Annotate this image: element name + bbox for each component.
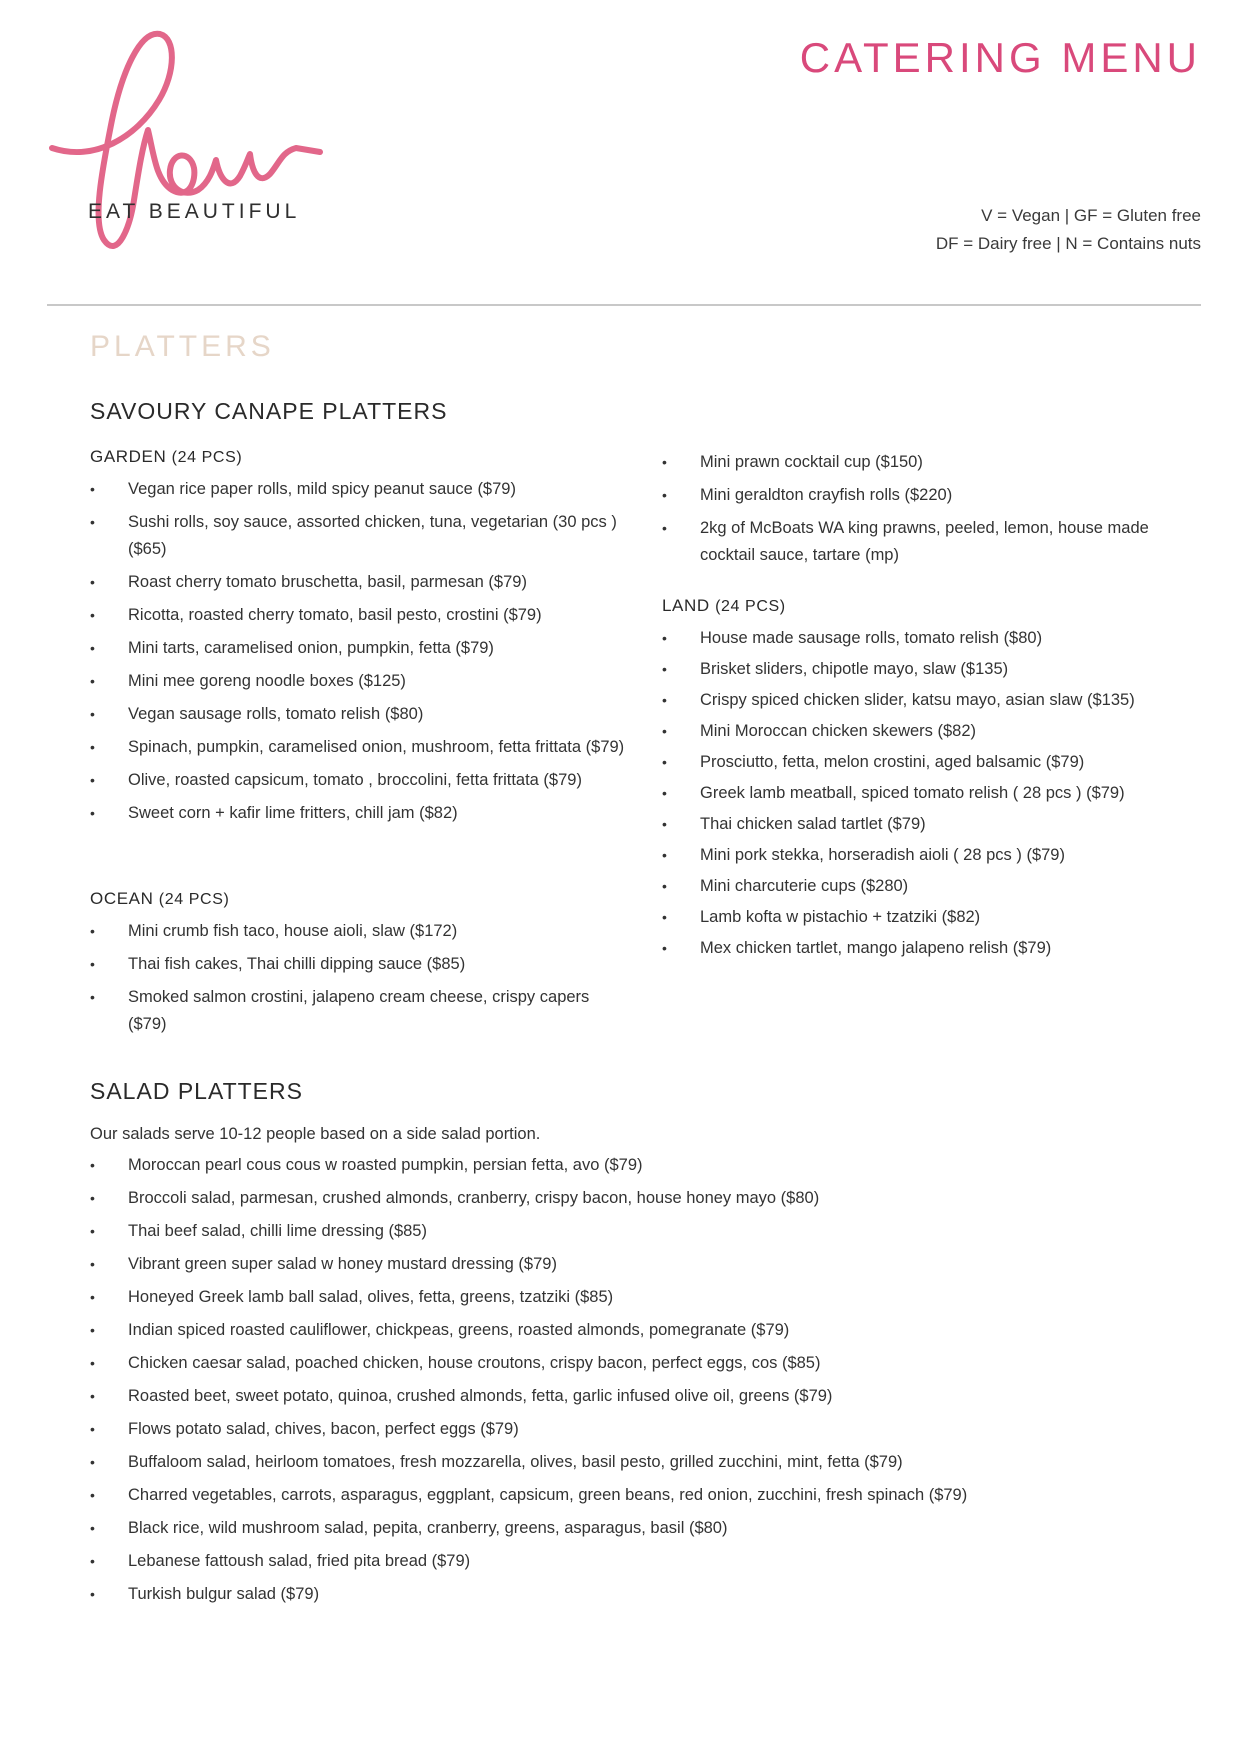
list-item: • Moroccan pearl cous cous w roasted pumpkin, persian fetta, avo ($79) bbox=[90, 1152, 1190, 1179]
list-item: • Lebanese fattoush salad, fried pita bread ($79) bbox=[90, 1548, 1190, 1575]
list-item: • Roast cherry tomato bruschetta, basil, parmesan ($79) bbox=[90, 569, 630, 596]
list-item: • Thai fish cakes, Thai chilli dipping sauce ($85) bbox=[90, 951, 630, 978]
list-item: • Mini tarts, caramelised onion, pumpkin, fetta ($79) bbox=[90, 635, 630, 662]
list-item: • Sweet corn + kafir lime fritters, chill jam ($82) bbox=[90, 800, 630, 827]
salad-group bbox=[90, 1125, 1190, 1614]
list-item: • Turkish bulgur salad ($79) bbox=[90, 1581, 1190, 1608]
list-item: • Broccoli salad, parmesan, crushed almonds, cranberry, crispy bacon, house honey mayo ($80) bbox=[90, 1185, 1190, 1212]
ocean-list bbox=[90, 918, 630, 1038]
list-item: • Prosciutto, fetta, melon crostini, aged balsamic ($79) bbox=[662, 749, 1182, 776]
list-item: • Mex chicken tartlet, mango jalapeno relish ($79) bbox=[662, 935, 1182, 962]
garden-title bbox=[90, 447, 630, 467]
list-item: • Thai beef salad, chilli lime dressing ($85) bbox=[90, 1218, 1190, 1245]
list-item: • Mini charcuterie cups ($280) bbox=[662, 873, 1182, 900]
list-item: • 2kg of McBoats WA king prawns, peeled, lemon, house made cocktail sauce, tartare (mp) bbox=[662, 515, 1182, 569]
list-item: • Sushi rolls, soy sauce, assorted chicken, tuna, vegetarian (30 pcs ) ($65) bbox=[90, 509, 630, 563]
dietary-legend bbox=[936, 202, 1201, 258]
garden-group bbox=[90, 447, 630, 833]
list-item: • Olive, roasted capsicum, tomato , broccolini, fetta frittata ($79) bbox=[90, 767, 630, 794]
list-item: • Lamb kofta w pistachio + tzatziki ($82) bbox=[662, 904, 1182, 931]
ocean-more-list bbox=[662, 449, 1182, 569]
list-item: • Mini Moroccan chicken skewers ($82) bbox=[662, 718, 1182, 745]
list-item: • Flows potato salad, chives, bacon, perfect eggs ($79) bbox=[90, 1416, 1190, 1443]
list-item: • Honeyed Greek lamb ball salad, olives, fetta, greens, tzatziki ($85) bbox=[90, 1284, 1190, 1311]
salad-intro: Our salads serve 10-12 people based on a side salad portion. bbox=[90, 1125, 541, 1143]
page-title: CATERING MENU bbox=[799, 34, 1201, 81]
land-group bbox=[662, 596, 1182, 966]
group-qty: (24 PCS) bbox=[715, 598, 786, 615]
list-item: • Charred vegetables, carrots, asparagus, eggplant, capsicum, green beans, red onion, zucchini, fresh spinach ($79) bbox=[90, 1482, 1190, 1509]
group-name: LAND bbox=[662, 596, 710, 615]
list-item: • Ricotta, roasted cherry tomato, basil pesto, crostini ($79) bbox=[90, 602, 630, 629]
list-item: • Indian spiced roasted cauliflower, chickpeas, greens, roasted almonds, pomegranate ($79) bbox=[90, 1317, 1190, 1344]
list-item: • Brisket sliders, chipotle mayo, slaw ($135) bbox=[662, 656, 1182, 683]
list-item: • Thai chicken salad tartlet ($79) bbox=[662, 811, 1182, 838]
salad-list bbox=[90, 1152, 1190, 1608]
savoury-platters-heading: SAVOURY CANAPE PLATTERS bbox=[90, 398, 448, 424]
list-item: • Chicken caesar salad, poached chicken, house croutons, crispy bacon, perfect eggs, cos ($85) bbox=[90, 1350, 1190, 1377]
list-item: • Vegan rice paper rolls, mild spicy peanut sauce ($79) bbox=[90, 476, 630, 503]
list-item: • Vegan sausage rolls, tomato relish ($80) bbox=[90, 701, 630, 728]
list-item: • House made sausage rolls, tomato relish ($80) bbox=[662, 625, 1182, 652]
garden-list bbox=[90, 476, 630, 827]
section-title-platters: PLATTERS bbox=[90, 330, 275, 363]
ocean-more-group bbox=[662, 449, 1182, 575]
list-item: • Mini mee goreng noodle boxes ($125) bbox=[90, 668, 630, 695]
list-item: • Spinach, pumpkin, caramelised onion, mushroom, fetta frittata ($79) bbox=[90, 734, 630, 761]
list-item: • Buffaloom salad, heirloom tomatoes, fresh mozzarella, olives, basil pesto, grilled zucchini, mint, fetta ($79) bbox=[90, 1449, 1190, 1476]
list-item: • Smoked salmon crostini, jalapeno cream cheese, crispy capers ($79) bbox=[90, 984, 630, 1038]
ocean-title bbox=[90, 889, 630, 909]
list-item: • Black rice, wild mushroom salad, pepita, cranberry, greens, asparagus, basil ($80) bbox=[90, 1515, 1190, 1542]
legend-line: V = Vegan | GF = Gluten free bbox=[981, 206, 1201, 225]
list-item: • Greek lamb meatball, spiced tomato relish ( 28 pcs ) ($79) bbox=[662, 780, 1182, 807]
group-name: GARDEN bbox=[90, 447, 167, 466]
list-item: • Mini geraldton crayfish rolls ($220) bbox=[662, 482, 1182, 509]
group-qty: (24 PCS) bbox=[158, 891, 230, 908]
brand-logo bbox=[44, 30, 344, 270]
flow-script-logo-icon bbox=[44, 30, 324, 260]
list-item: • Vibrant green super salad w honey mustard dressing ($79) bbox=[90, 1251, 1190, 1278]
list-item: • Roasted beet, sweet potato, quinoa, crushed almonds, fetta, garlic infused olive oil, greens ($79) bbox=[90, 1383, 1190, 1410]
list-item: • Mini prawn cocktail cup ($150) bbox=[662, 449, 1182, 476]
ocean-group bbox=[90, 889, 630, 1044]
header-divider bbox=[47, 304, 1201, 306]
group-qty: (24 PCS) bbox=[171, 449, 243, 466]
list-item: • Mini crumb fish taco, house aioli, slaw ($172) bbox=[90, 918, 630, 945]
land-list bbox=[662, 625, 1182, 962]
salad-platters-heading: SALAD PLATTERS bbox=[90, 1078, 303, 1104]
list-item: • Mini pork stekka, horseradish aioli ( 28 pcs ) ($79) bbox=[662, 842, 1182, 869]
brand-tagline: EAT BEAUTIFUL bbox=[88, 200, 301, 223]
land-title bbox=[662, 596, 1182, 616]
group-name: OCEAN bbox=[90, 889, 154, 908]
list-item: • Crispy spiced chicken slider, katsu mayo, asian slaw ($135) bbox=[662, 687, 1182, 714]
legend-line: DF = Dairy free | N = Contains nuts bbox=[935, 234, 1201, 253]
